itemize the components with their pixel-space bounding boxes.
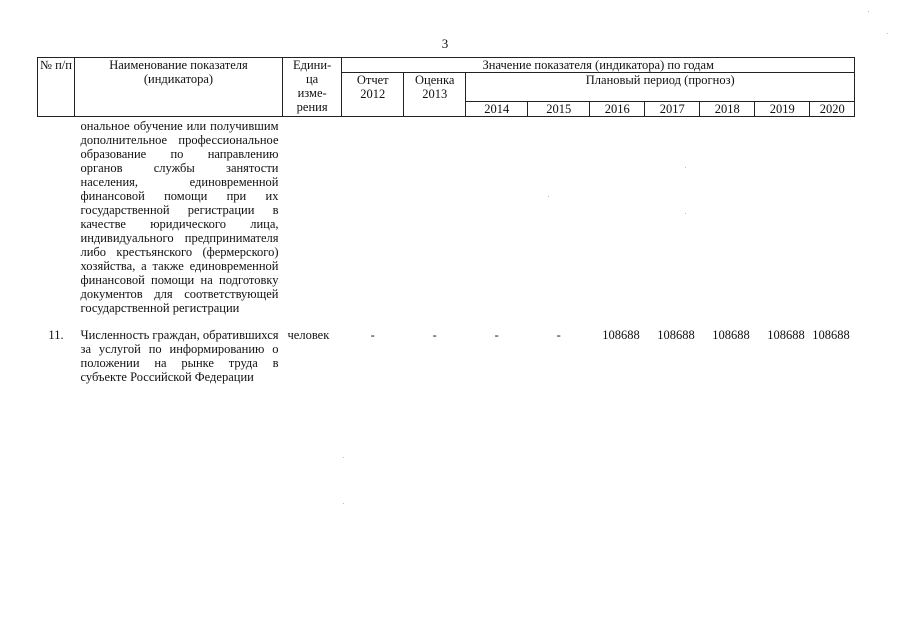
row-value <box>404 117 466 316</box>
page-number: 3 <box>441 36 449 51</box>
header-year: 2020 <box>810 102 855 117</box>
row-value: 108688 <box>712 328 750 342</box>
row-value: 108688 <box>602 328 640 342</box>
row-name: ональное обучение или получившим дополнительное профессиональное образование по направлению органов службы занятости населения, единовременной финансовой помощи при их государственной регистрации в качестве юридического лица, индивидуального предпринимателя либо крестьянского (фермерского) хозяйства, а также единовременной финансовой помощи на подготовку документов для соответствующей государственной регистрации <box>80 119 279 315</box>
row-value: 108688 <box>767 328 805 342</box>
row-value <box>342 117 404 316</box>
row-value: - <box>494 328 499 342</box>
scan-speck <box>343 457 344 458</box>
header-values-group: Значение показателя (индикатора) по годам <box>342 58 855 73</box>
header-year: 2015 <box>528 102 590 117</box>
scan-speck <box>868 11 869 12</box>
header-name: Наименование показателя (индикатора) <box>75 58 283 117</box>
header-year: 2016 <box>590 102 645 117</box>
row-value: - <box>556 328 561 342</box>
indicator-table <box>37 57 855 384</box>
header-unit: Едини-ца изме-рения <box>283 58 342 117</box>
scan-speck <box>548 196 549 197</box>
row-value: - <box>370 328 375 342</box>
row-num <box>38 117 75 316</box>
row-value <box>528 117 590 316</box>
header-year: 2019 <box>755 102 810 117</box>
header-year: 2014 <box>466 102 528 117</box>
row-value: 108688 <box>812 328 850 342</box>
row-name: Численность граждан, обратившихся за услугой по информированию о положении на рынке труда в субъекте Российской Федерации <box>80 328 279 384</box>
scan-speck <box>343 503 344 504</box>
row-num: 11. <box>48 328 64 342</box>
header-year: 2018 <box>700 102 755 117</box>
row-unit: человек <box>287 328 330 342</box>
row-value: - <box>432 328 437 342</box>
header-estimate: Оценка 2013 <box>404 73 466 117</box>
header-report: Отчет 2012 <box>342 73 404 117</box>
header-num: № п/п <box>38 58 75 117</box>
header-year: 2017 <box>645 102 700 117</box>
scan-speck <box>887 33 888 34</box>
row-value <box>755 117 810 316</box>
row-value <box>645 117 700 316</box>
scan-speck <box>685 213 686 214</box>
row-value <box>810 117 855 316</box>
row-value <box>590 117 645 316</box>
table-row <box>38 117 855 316</box>
row-value: 108688 <box>657 328 695 342</box>
row-value <box>466 117 528 316</box>
row-value <box>700 117 755 316</box>
scan-speck <box>685 167 686 168</box>
table-row <box>38 315 855 384</box>
row-unit <box>283 117 342 316</box>
header-planned-group: Плановый период (прогноз) <box>466 73 855 102</box>
